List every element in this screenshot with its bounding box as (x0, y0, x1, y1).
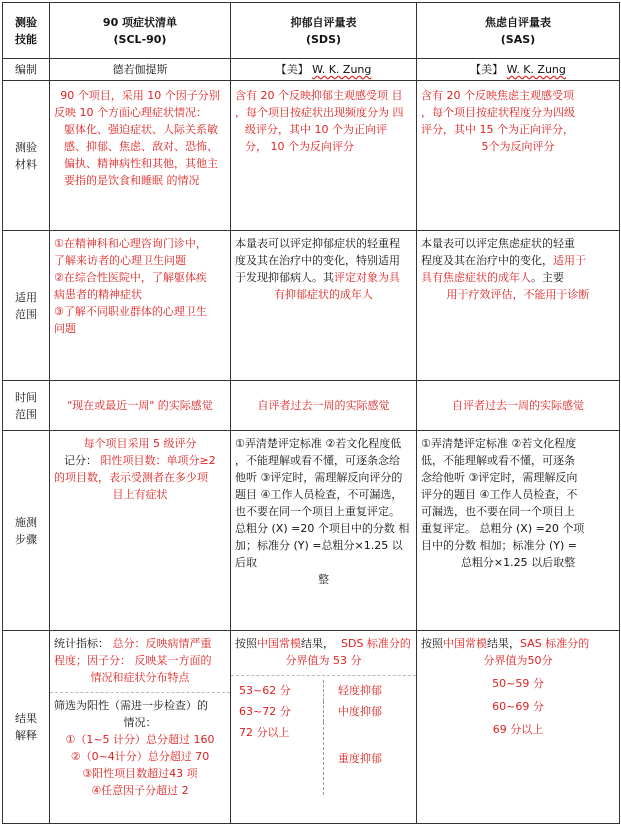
result-sds-norm: 中国常模 (257, 637, 301, 650)
header-scl90 (50, 3, 231, 59)
author-sds-prefix: 【美】 (275, 63, 309, 76)
scope-scl90 (50, 231, 231, 381)
result-sds (231, 631, 417, 824)
author-row (3, 59, 620, 81)
materials-sds-line: 含有 20 个反映抑郁主观感受项 目 (235, 89, 403, 102)
scope-sas-text: 。主要 (531, 271, 564, 284)
result-sds-levels (235, 680, 412, 795)
procedure-sds-line: ①弄清楚评定标准 ②若文化程度低 (235, 437, 402, 450)
time-row (3, 381, 620, 431)
procedure-sds-line: 也不要在同一个项目上重复评定。 (235, 505, 400, 518)
materials-scl90-line: 90 个项目，采用 10 个因子分别 (60, 89, 220, 102)
procedure-scl90-line: 每个项目采用 5 级评分 (83, 437, 197, 450)
result-sds-level-row (235, 722, 412, 795)
scope-sds-text: 于发现抑郁病人。其 (235, 271, 334, 284)
scope-sds-line: 度及其在治疗中的变化，特别适用 (235, 254, 400, 267)
result-scl90-stat: 反映某一方面的 (134, 654, 212, 667)
result-sas-line (421, 635, 615, 652)
procedure-sas-line: 目中的分数 相加；标准分 (Y) = (421, 539, 578, 552)
materials-scl90 (50, 81, 231, 231)
result-scl90-item: ④任意因子分超过 2 (91, 784, 189, 797)
procedure-sas-line: 可漏选，也不要在同一个项目上 (421, 505, 575, 518)
procedure-sas-line: 评分的题目 ④工作人员检查，不 (421, 488, 578, 501)
time-label: 时间 范围 (3, 381, 50, 431)
procedure-row (3, 431, 620, 631)
scope-sds-line: 本量表可以评定抑郁症状的轻重程 (235, 237, 400, 250)
result-sas-norm: 中国常模 (443, 637, 487, 650)
materials-row (3, 81, 620, 231)
procedure-sds-line: 总粗分 (X) =20 个项目中的分数 相 (235, 522, 410, 535)
result-label: 结果 解释 (3, 631, 50, 824)
procedure-sds-line: 整 (318, 573, 329, 586)
result-sas-text: 按照 (421, 637, 443, 650)
scope-sds-highlight: 评定对象为具 (334, 271, 400, 284)
result-sas-cutoff: 分界值为50分 (483, 654, 553, 667)
result-scl90-line: 情况： (123, 716, 157, 729)
result-scl90-line (54, 635, 226, 652)
procedure-sds-line: 题目 ④工作人员检查，不可漏选， (235, 488, 403, 501)
procedure-scl90 (50, 431, 231, 631)
comparison-table (2, 2, 620, 824)
result-sds-text: 结果， (301, 637, 334, 650)
materials-scl90-line: 躯体化、强迫症状、人际关系敏 (64, 123, 218, 136)
result-sds-cutoff: 分界值为 53 分 (285, 654, 362, 667)
materials-sds-line: ，每个项目按症状出现频度分为 四 (235, 106, 404, 119)
materials-sas-line: ，每个项目按症状程度分为四级 (421, 106, 575, 119)
procedure-sas-line: 重复评定。 总粗分 (X) =20 个项 (421, 522, 585, 535)
result-sas-range: 60~69 分 (492, 700, 544, 713)
materials-scl90-line: 偏执、精神病性和其他，其他主 (64, 157, 218, 170)
result-scl90-stat: 程度；因子分： (54, 654, 131, 667)
scope-scl90-line: 问题 (54, 322, 76, 335)
scope-sas-highlight: 具有焦虑症状的成年人 (421, 271, 531, 284)
result-sas-highlight: SAS 标准分的 (520, 637, 590, 650)
scope-sds-line: 有抑郁症状的成年人 (274, 288, 373, 301)
result-sds-text: 按照 (235, 637, 257, 650)
result-sds-highlight: SDS 标准分的 (341, 637, 411, 650)
result-sds-divider (231, 675, 416, 676)
author-sas-name: W. K. Zung (506, 63, 566, 76)
materials-sds (231, 81, 417, 231)
result-sas-range: 69 分以上 (492, 723, 544, 736)
procedure-scl90-score: 阳性项目数：单项分≥2 (100, 454, 216, 467)
result-sas (417, 631, 620, 824)
scope-scl90-line: 病患者的精神症状 (54, 288, 142, 301)
scope-sas (417, 231, 620, 381)
scope-scl90-line: ②在综合性医院中，了解躯体疾 (54, 271, 207, 284)
procedure-scl90-line: 的项目数，表示受测者在多少项 (54, 471, 208, 484)
procedure-sds-line: ，不能理解或看不懂，可逐条念给 (235, 454, 400, 467)
header-row-label: 测验 技能 (3, 3, 50, 59)
result-scl90-item: ①（1~5 计分）总分超过 160 (65, 733, 215, 746)
time-sds: 自评者过去一周的实际感觉 (231, 381, 417, 431)
result-sas-range: 50~59 分 (492, 677, 544, 690)
result-scl90-item: ③阳性项目数超过43 项 (82, 767, 198, 780)
scope-row (3, 231, 620, 381)
header-sas (417, 3, 620, 59)
materials-sas-line: 含有 20 个反映焦虑主观感受项 (421, 89, 574, 102)
procedure-sas (417, 431, 620, 631)
procedure-sds (231, 431, 417, 631)
materials-sas-line: 评分，其中 15 个为正向评分， (421, 123, 574, 136)
scope-sds (231, 231, 417, 381)
result-sds-range: 72 分以上 (235, 722, 324, 795)
header-sds-title: 抑郁自评量表 (290, 15, 357, 29)
materials-sds-line: 级评分，其中 10 个为正向评 (245, 123, 387, 136)
materials-sas-line: 5个为反向评分 (481, 140, 555, 153)
result-scl90-item: ②（0~4计分）总分超过 70 (70, 750, 210, 763)
header-sas-sub: (SAS) (500, 32, 536, 46)
result-sds-line (235, 635, 412, 652)
header-sas-title: 焦虑自评量表 (485, 15, 551, 29)
header-row (3, 3, 620, 59)
author-sas-prefix: 【美】 (470, 63, 504, 76)
scope-sas-line (421, 269, 615, 286)
result-scl90-line: 筛选为阳性（需进一步检查）的 (54, 699, 208, 712)
result-scl90-stat: 总分：反映病情严重 (112, 637, 212, 650)
result-scl90-divider (50, 692, 230, 693)
materials-label: 测验 材料 (3, 81, 50, 231)
result-sas-text: 结果， (487, 637, 520, 650)
time-sas: 自评者过去一周的实际感觉 (417, 381, 620, 431)
procedure-sas-line: 念给他听 ③评定时，需理解反向 (421, 471, 578, 484)
scope-sds-line (235, 269, 412, 286)
author-scl90: 德若伽提斯 (50, 59, 231, 81)
procedure-scl90-score-label: 记分： (64, 454, 97, 467)
scope-scl90-line: 了解来访者的心理卫生问题 (54, 254, 186, 267)
result-sds-level: 轻度抑郁 (338, 684, 382, 697)
author-sds (231, 59, 417, 81)
scope-sas-highlight: 适用于 (553, 254, 586, 267)
result-scl90-line (54, 652, 226, 669)
result-scl90-stat-label: 统计指标： (54, 637, 109, 650)
result-row (3, 631, 620, 824)
procedure-sas-line: ①弄清楚评定标准 ②若文化程度 (421, 437, 577, 450)
time-scl90: "现在或最近一周" 的实际感觉 (50, 381, 231, 431)
materials-sds-line: 分， 10 个为反向评分 (245, 140, 354, 153)
materials-sas (417, 81, 620, 231)
materials-scl90-line: 反映 10 个方面心理症状情况： (54, 106, 207, 119)
scope-sas-line: 本量表可以评定焦虑症状的轻重 (421, 237, 575, 250)
scope-label: 适用 范围 (3, 231, 50, 381)
procedure-label: 施测 步骤 (3, 431, 50, 631)
result-sds-range: 63~72 分 (235, 701, 324, 722)
result-sds-level: 中度抑郁 (338, 705, 382, 718)
header-sds-sub: (SDS) (305, 32, 342, 46)
scope-sas-line: 用于疗效评估，不能用于诊断 (446, 288, 590, 301)
result-sds-range: 53~62 分 (235, 680, 324, 701)
procedure-scl90-line: 目上有症状 (112, 488, 168, 501)
scope-sas-line (421, 252, 615, 269)
procedure-sds-line: 加；标准分 (Y) =总粗分×1.25 以后取 (235, 539, 403, 569)
scope-sas-text: 程度及其在治疗中的变化， (421, 254, 553, 267)
scope-scl90-line: ③了解不同职业群体的心理卫生 (54, 305, 207, 318)
result-sds-level: 重度抑郁 (338, 752, 382, 765)
procedure-sas-line: 低，不能理解或看不懂，可逐条 (421, 454, 575, 467)
procedure-sas-line: 总粗分×1.25 以后取整 (460, 556, 576, 569)
result-scl90 (50, 631, 231, 824)
header-scl90-sub: (SCL-90) (113, 32, 167, 46)
header-scl90-title: 90 项症状清单 (102, 15, 178, 29)
materials-scl90-line: 要指的是饮食和睡眠 的情况 (64, 174, 200, 187)
result-sds-level-row (235, 701, 412, 722)
procedure-sds-line: 他听 ③评定时，需理解反向评分的 (235, 471, 403, 484)
author-sds-name: W. K. Zung (312, 63, 372, 76)
materials-scl90-line: 感、抑郁、焦虑、敌对、恐怖、 (64, 140, 218, 153)
author-label: 编制 (3, 59, 50, 81)
author-sas (417, 59, 620, 81)
scope-scl90-line: ①在精神科和心理咨询门诊中， (54, 237, 207, 250)
result-sds-level-row (235, 680, 412, 701)
header-sds (231, 3, 417, 59)
procedure-scl90-line (54, 452, 226, 469)
result-scl90-line: 情况和症状分布特点 (90, 671, 190, 684)
